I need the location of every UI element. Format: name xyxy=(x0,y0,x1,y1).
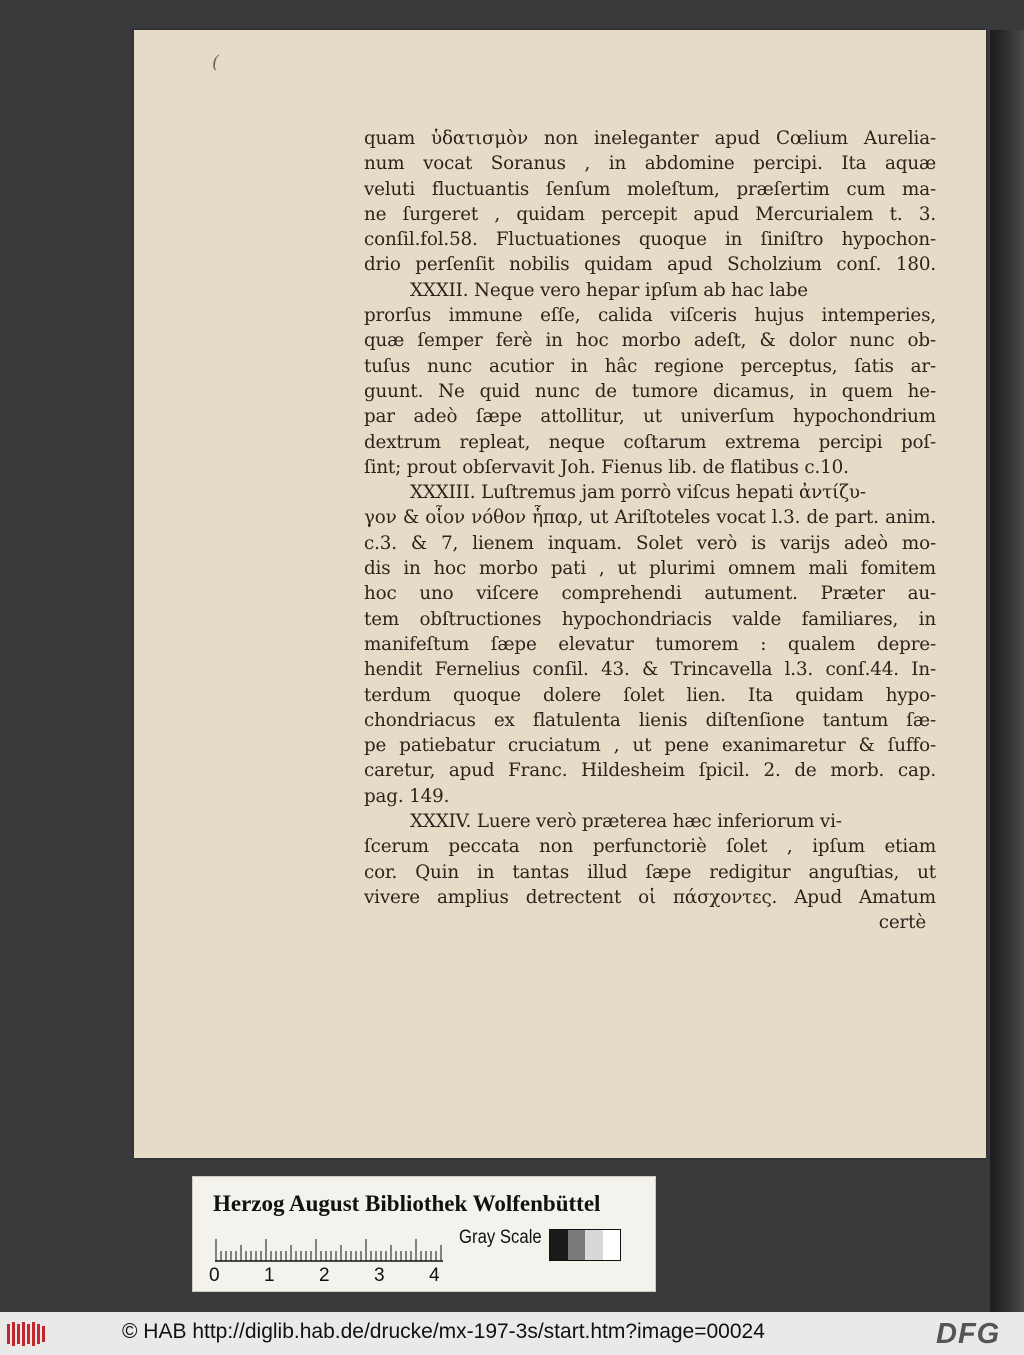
ruler-scale xyxy=(215,1233,445,1263)
grayscale-swatch xyxy=(603,1230,621,1260)
text-line: caretur, apud Franc. Hildesheim ſpicil. 2. de morb. cap. xyxy=(364,760,936,782)
library-title: Herzog August Bibliothek Wolfenbüttel xyxy=(213,1191,601,1216)
text-line: pe patiebatur cruciatum , ut pene exanimaretur & ſuffo- xyxy=(364,735,936,757)
text-line: XXXII. Neque vero hepar ipſum ab hac labe xyxy=(410,279,808,301)
text-line: vivere amplius detrectent οἱ πάσχοντες. Apud Amatum xyxy=(364,886,936,908)
ruler-number: 0 xyxy=(209,1265,220,1286)
grayscale-swatch xyxy=(585,1230,603,1260)
text-line: chondriacus ex flatulenta lienis diſtenſione tantum ſæ- xyxy=(364,709,936,731)
text-line: num vocat Soranus , in abdomine percipi. Ita aquæ xyxy=(364,153,936,175)
book-binding-edge xyxy=(990,30,1024,1312)
grayscale-label: Gray Scale xyxy=(459,1227,542,1248)
text-line: prorſus immune eſſe, calida viſceris hujus intemperies, xyxy=(364,305,936,327)
text-line: dextrum repleat, neque coſtarum extrema percipi poſ- xyxy=(364,431,936,453)
ruler-number: 4 xyxy=(429,1265,440,1286)
text-line: ne ſurgeret , quidam percepit apud Mercurialem t. 3. xyxy=(364,203,936,225)
text-line: XXXIII. Luſtremus jam porrò viſcus hepati ἀντίζυ- xyxy=(410,482,866,504)
text-line: manifeſtum ſæpe elevatur tumorem : qualem depre- xyxy=(364,633,936,655)
text-line: ſcerum peccata non perfunctoriè ſolet , ipſum etiam xyxy=(364,836,936,858)
text-line: tem obſtructiones hypochondriacis valde familiares, in xyxy=(364,608,936,630)
text-line: drio perſenſit nobilis quidam apud Scholzium conſ. 180. xyxy=(364,254,936,276)
ruler-number: 1 xyxy=(264,1265,275,1286)
text-line: hoc uno viſcere comprehendi autument. Præter au- xyxy=(364,583,936,605)
text-line: hendit Fernelius conſil. 43. & Trincavella l.3. conſ.44. In- xyxy=(364,659,936,681)
text-line: veluti fluctuantis ſenſum moleſtum, præſertim cum ma- xyxy=(364,178,936,200)
text-line: c.3. & 7, lienem inquam. Solet verò is varijs adeò mo- xyxy=(364,532,936,554)
text-line: conſil.fol.58. Fluctuationes quoque in ſiniſtro hypochon- xyxy=(364,229,936,251)
text-line: ſint; prout obſervavit Joh. Fienus lib. de flatibus c.10. xyxy=(364,456,849,478)
library-label xyxy=(192,1176,656,1292)
dfg-logo: DFG xyxy=(936,1318,1001,1350)
text-line: terdum quoque dolere ſolet lien. Ita quidam hypo- xyxy=(364,684,936,706)
text-line: tuſus nunc acutior in hâc regione perceptus, ſatis ar- xyxy=(364,355,936,377)
text-line: dis in hoc morbo pati , ut plurimi omnem mali fomitem xyxy=(364,558,936,580)
hab-logo-icon xyxy=(6,1320,46,1348)
copyright-link[interactable]: © HAB http://diglib.hab.de/drucke/mx-197-3s/start.htm?image=00024 xyxy=(122,1320,765,1343)
text-line: quam ὑδατισμὸν non ineleganter apud Cœlium Aurelia- xyxy=(364,128,936,149)
text-line: quæ ſemper ferè in hoc morbo adeſt, & dolor nunc ob- xyxy=(364,330,936,352)
text-line: guunt. Ne quid nunc de tumore dicamus, in quem he- xyxy=(364,380,936,402)
text-line: pag. 149. xyxy=(364,785,450,807)
text-line: γον & οἷον νόθον ἧπαρ, ut Ariſtoteles vocat l.3. de part. anim. xyxy=(364,507,936,529)
text-line: certè xyxy=(878,912,926,934)
text-line: XXXIV. Luere verò præterea hæc inferiorum vi- xyxy=(410,811,842,833)
ruler-number: 3 xyxy=(374,1265,385,1286)
page-corner-mark: ( xyxy=(212,52,220,73)
grayscale-bar xyxy=(549,1229,621,1261)
grayscale-swatch xyxy=(568,1230,586,1260)
ruler-number: 2 xyxy=(319,1265,330,1286)
text-line: cor. Quin in tantas illud ſæpe redigitur anguſtias, ut xyxy=(364,861,936,883)
footer-bar xyxy=(0,1312,1024,1355)
text-line: par adeò ſæpe attollitur, ut univerſum hypochondrium xyxy=(364,406,936,428)
grayscale-swatch xyxy=(550,1230,568,1260)
page-text xyxy=(364,126,936,936)
